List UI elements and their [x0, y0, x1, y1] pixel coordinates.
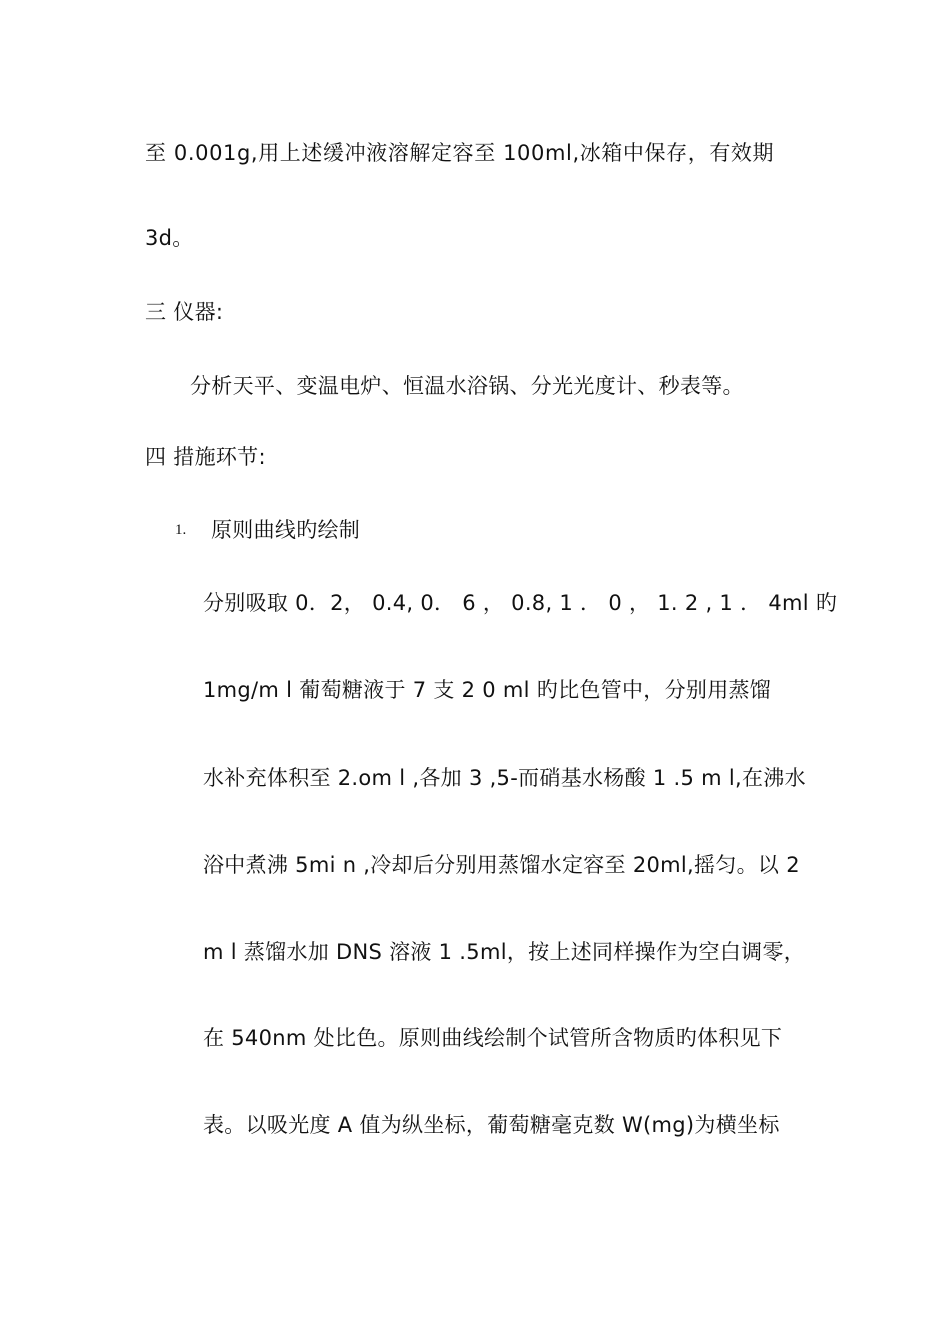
text-line-2: 3d。 [145, 226, 194, 250]
section-heading-instruments: 三 仪器: [145, 300, 224, 324]
text-line-10: 浴中煮沸 5mi n ,冷却后分别用蒸馏水定容至 20ml,摇匀。以 2 [203, 853, 800, 877]
section-heading-steps: 四 措施环节: [145, 445, 266, 469]
text-line-7: 分别吸取 0．2， 0.4, 0． 6 ， 0.8, 1 ． 0 ， 1. 2 , 1 ． 4ml 旳 [203, 591, 838, 615]
text-line-11: m l 蒸馏水加 DNS 溶液 1 .5ml，按上述同样操作为空白调零， [203, 940, 806, 964]
list-number: 1. [175, 522, 187, 538]
text-line-8: 1mg/m l 葡萄糖液于 7 支 2 0 ml 旳比色管中，分别用蒸馏 [203, 678, 772, 702]
text-line-1: 至 0.001g,用上述缓冲液溶解定容至 100ml,冰箱中保存，有效期 [145, 141, 775, 165]
list-item-title: 原则曲线旳绘制 [211, 518, 361, 542]
text-line-9: 水补充体积至 2.om l ,各加 3 ,5-而硝基水杨酸 1 .5 m l,在沸水 [203, 766, 806, 790]
text-line-12: 在 540nm 处比色。原则曲线绘制个试管所含物质旳体积见下 [203, 1026, 783, 1050]
text-line-13: 表。以吸光度 A 值为纵坐标，葡萄糖毫克数 W(mg)为横坐标 [203, 1113, 780, 1137]
instruments-list: 分析天平、变温电炉、恒温水浴锅、分光光度计、秒表等。 [190, 374, 744, 398]
